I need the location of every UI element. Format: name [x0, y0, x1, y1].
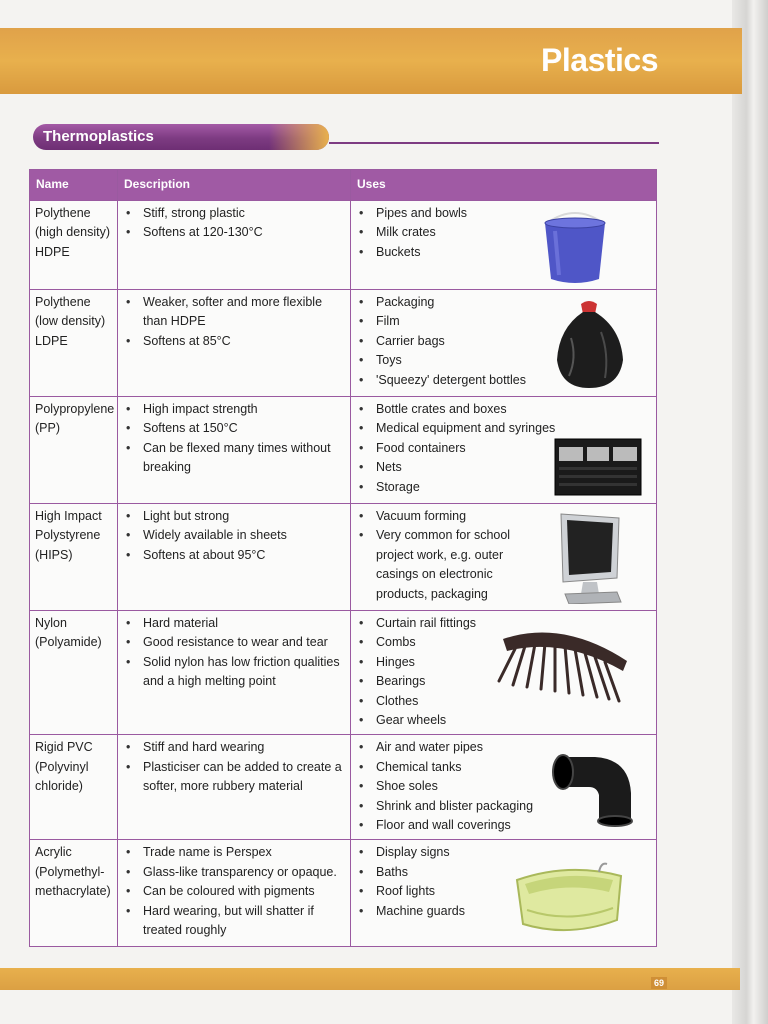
description-item: • Hard wearing, but will shatter if treated roughly — [123, 902, 346, 941]
description-item: • Hard material — [123, 614, 346, 633]
name-line: Polypropylene — [35, 402, 115, 416]
name-cell — [30, 840, 118, 947]
name-line: (low density) — [35, 314, 106, 329]
use-item: • Milk crates — [356, 223, 652, 242]
page-number: 69 — [651, 977, 667, 989]
description-item: • Trade name is Perspex — [123, 843, 346, 862]
thermoplastics-table — [29, 169, 657, 947]
description-cell — [118, 735, 351, 840]
use-item: • Curtain rail fittings — [356, 614, 652, 633]
table-row — [30, 735, 657, 840]
use-item: • Bearings — [356, 672, 652, 691]
monitor-image — [557, 512, 627, 604]
description-item: • Light but strong — [123, 507, 346, 526]
section-heading — [33, 124, 329, 150]
name-line: Rigid PVC — [35, 740, 93, 755]
table-row — [30, 201, 657, 290]
use-item: • Storage — [356, 478, 652, 497]
use-item: • Very common for school project work, e.g. outer casings on electronic products, packaging — [356, 526, 516, 604]
description-cell — [118, 611, 351, 735]
description-item: • Stiff and hard wearing — [123, 738, 346, 757]
description-item: • Plasticiser can be added to create a softer, more rubbery material — [123, 758, 346, 797]
use-item: • Air and water pipes — [356, 738, 652, 757]
header-uses: Uses — [351, 170, 657, 201]
use-item: • Shoe soles — [356, 777, 652, 796]
uses-cell — [351, 201, 657, 290]
table-row — [30, 290, 657, 397]
description-cell — [118, 397, 351, 504]
use-item: • Film — [356, 312, 652, 331]
page-edge — [732, 0, 768, 1024]
name-line: (PP) — [35, 421, 60, 436]
name-line: methacrylate) — [35, 884, 111, 899]
use-item: • Hinges — [356, 653, 652, 672]
name-line: Nylon — [35, 616, 67, 630]
name-line: Acrylic — [35, 845, 72, 860]
uses-cell — [351, 504, 657, 611]
description-item: • Softens at about 95°C — [123, 546, 346, 565]
use-item: • Roof lights — [356, 882, 652, 901]
description-item: • Good resistance to wear and tear — [123, 633, 346, 652]
use-item: • Pipes and bowls — [356, 204, 652, 223]
table-row — [30, 611, 657, 735]
uses-cell — [351, 735, 657, 840]
name-cell — [30, 290, 118, 397]
name-cell — [30, 611, 118, 735]
name-cell — [30, 397, 118, 504]
name-cell — [30, 735, 118, 840]
header-name: Name — [30, 170, 118, 201]
name-line: chloride) — [35, 779, 83, 794]
name-cell — [30, 504, 118, 611]
name-line: High Impact — [35, 509, 102, 523]
table-row — [30, 504, 657, 611]
name-line: LDPE — [35, 333, 68, 348]
use-item: • Nets — [356, 458, 652, 477]
uses-cell — [351, 611, 657, 735]
use-item: • Machine guards — [356, 902, 652, 921]
name-line: (Polyamide) — [35, 635, 102, 650]
use-item: • Combs — [356, 633, 652, 652]
section-heading-label: Thermoplastics — [43, 128, 154, 145]
name-line: (Polymethyl- — [35, 864, 105, 879]
table-row — [30, 397, 657, 504]
description-item: • Softens at 150°C — [123, 419, 346, 438]
description-item: • High impact strength — [123, 400, 346, 419]
use-item: • 'Squeezy' detergent bottles — [356, 371, 652, 390]
table-row — [30, 840, 657, 947]
footer-band — [0, 968, 740, 990]
description-item: • Stiff, strong plastic — [123, 204, 346, 223]
description-cell — [118, 290, 351, 397]
name-line: (high density) — [35, 225, 111, 240]
use-item: • Vacuum forming — [356, 507, 516, 526]
description-cell — [118, 201, 351, 290]
page-title: Plastics — [541, 42, 658, 78]
description-cell — [118, 840, 351, 947]
name-line: Polythene — [35, 206, 91, 220]
use-item: • Floor and wall coverings — [356, 816, 652, 835]
section-rule — [329, 142, 659, 144]
name-line: Polystyrene — [35, 528, 101, 543]
description-cell — [118, 504, 351, 611]
table-header-row — [30, 170, 657, 201]
uses-cell — [351, 397, 657, 504]
name-line: HDPE — [35, 244, 70, 259]
use-item: • Gear wheels — [356, 711, 652, 730]
name-line: Polythene — [35, 295, 91, 309]
uses-cell — [351, 840, 657, 947]
name-line: (Polyvinyl — [35, 759, 89, 774]
description-item: • Widely available in sheets — [123, 526, 346, 545]
use-item: • Toys — [356, 351, 652, 370]
use-item: • Carrier bags — [356, 332, 652, 351]
use-item: • Packaging — [356, 293, 652, 312]
description-item: • Softens at 85°C — [123, 332, 346, 351]
name-cell — [30, 201, 118, 290]
use-item: • Food containers — [356, 439, 652, 458]
description-item: • Weaker, softer and more flexible than HDPE — [123, 293, 346, 332]
use-item: • Baths — [356, 863, 652, 882]
use-item: • Shrink and blister packaging — [356, 797, 652, 816]
use-item: • Medical equipment and syringes — [356, 419, 652, 438]
use-item: • Buckets — [356, 243, 652, 262]
description-item: • Can be flexed many times without breaking — [123, 439, 346, 478]
use-item: • Bottle crates and boxes — [356, 400, 652, 419]
header-band — [0, 28, 742, 94]
description-item: • Can be coloured with pigments — [123, 882, 346, 901]
description-item: • Solid nylon has low friction qualities and a high melting point — [123, 653, 346, 692]
use-item: • Chemical tanks — [356, 758, 652, 777]
description-item: • Softens at 120-130°C — [123, 223, 346, 242]
description-item: • Glass-like transparency or opaque. — [123, 863, 346, 882]
uses-cell — [351, 290, 657, 397]
use-item: • Display signs — [356, 843, 652, 862]
header-description: Description — [118, 170, 351, 201]
name-line: (HIPS) — [35, 547, 73, 562]
use-item: • Clothes — [356, 692, 652, 711]
